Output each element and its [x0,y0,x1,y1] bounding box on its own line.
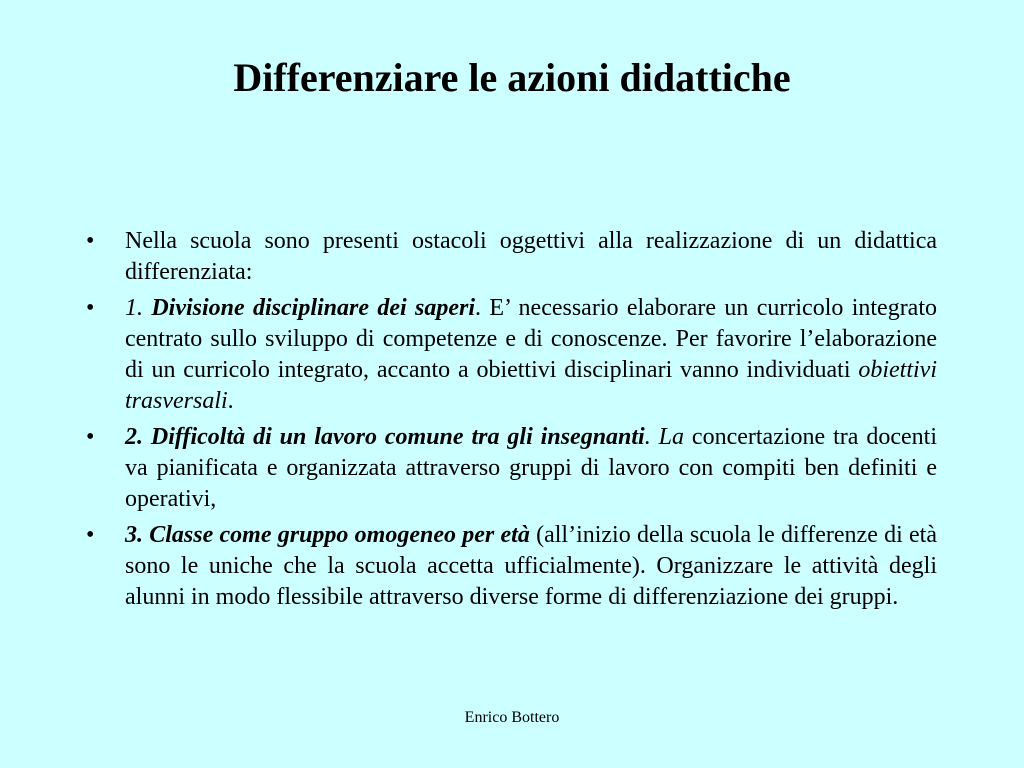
bullet-separator: . [644,424,651,450]
bullet-marker: • [86,424,95,450]
bullet-item-2 [86,293,937,417]
bullet-heading: 2. Difficoltà di un lavoro comune tra gli insegnanti [125,424,645,450]
bullet-marker: • [86,522,95,548]
bullet-item-1 [86,226,937,288]
slide-title: Differenziare le azioni didattiche [233,55,791,100]
bullet-text: Nella scuola sono presenti ostacoli oggettivi alla realizzazione di un didattica differenziata: [125,228,937,285]
bullet-number: 1. [125,295,143,321]
bullet-item-4 [86,520,937,613]
bullet-heading: Divisione disciplinare dei saperi [151,295,475,321]
bullet-end: . [227,388,234,414]
bullet-emphasis: La [650,424,684,450]
bullet-list [86,226,937,618]
bullet-separator: . [475,295,481,321]
bullet-marker: • [86,228,95,254]
bullet-body: E’ necessario elaborare un curricolo integrato centrato sullo sviluppo di competenze e di conoscenze. Per favorire l’elaborazione di un curricolo integrato, accanto a obiettivi disciplinari vanno individuati [125,295,938,383]
bullet-marker: • [86,295,95,321]
bullet-item-3 [86,422,937,515]
bullet-emphasis: obiettivi trasversali [125,357,937,414]
bullet-body: (all’inizio della scuola le differenze di età sono le uniche che la scuola accetta ufficialmente). Organizzare le attività degli alunni in modo flessibile attraverso diverse forme di differenziazione dei gruppi. [125,522,937,610]
bullet-body: concertazione tra docenti va pianificata e organizzata attraverso gruppi di lavoro con compiti ben definiti e operativi, [125,424,937,512]
slide-footer: Enrico Bottero [464,709,560,726]
bullet-heading: 3. Classe come gruppo omogeneo per età [125,522,530,548]
